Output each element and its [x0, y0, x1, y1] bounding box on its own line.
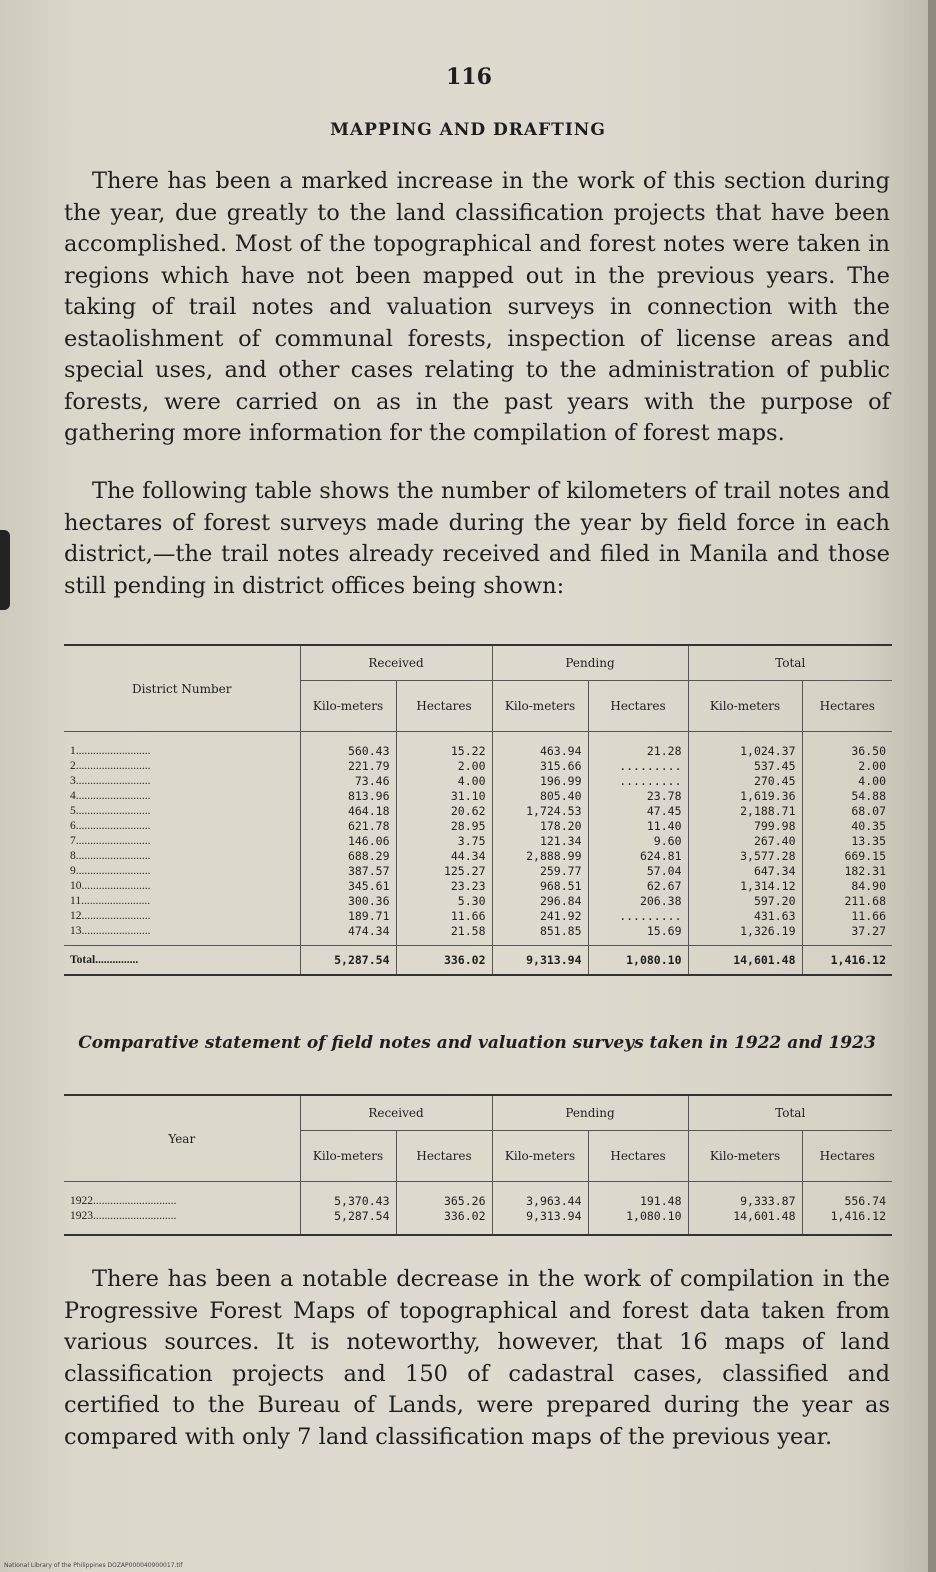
received-km-cell: 189.71	[300, 909, 396, 924]
total-ha-cell: 36.50	[802, 732, 892, 760]
comparative-table	[64, 1094, 892, 1236]
received-km-cell: 464.18	[300, 804, 396, 819]
total-ha-cell: 211.68	[802, 894, 892, 909]
total-km-cell: 1,314.12	[688, 879, 802, 894]
pending-km-cell: 851.85	[492, 924, 588, 946]
pending-ha-cell: 62.67	[588, 879, 688, 894]
received-km-cell: 387.57	[300, 864, 396, 879]
received-km-header: Kilo-meters	[300, 1131, 396, 1182]
received-km-cell: 813.96	[300, 789, 396, 804]
total-km-cell: 270.45	[688, 774, 802, 789]
pending-ha-cell: 47.45	[588, 804, 688, 819]
pending-ha-cell: .........	[588, 909, 688, 924]
pending-group-header: Pending	[492, 1095, 688, 1131]
received-km-cell: 221.79	[300, 759, 396, 774]
pending-km-cell: 2,888.99	[492, 849, 588, 864]
received-km-cell: 73.46	[300, 774, 396, 789]
pending-ha-cell: 191.48	[588, 1182, 688, 1210]
district-label: 8..........................	[70, 850, 151, 862]
total-pending-km: 9,313.94	[492, 946, 588, 976]
received-ha-cell: 125.27	[396, 864, 492, 879]
total-received-ha: 336.02	[396, 946, 492, 976]
received-ha-cell: 31.10	[396, 789, 492, 804]
total-ha-cell: 556.74	[802, 1182, 892, 1210]
received-group-header: Received	[300, 645, 492, 681]
total-ha-cell: 11.66	[802, 909, 892, 924]
table-row	[64, 804, 892, 819]
district-label: 9..........................	[70, 865, 151, 877]
total-km-cell: 14,601.48	[688, 1209, 802, 1235]
total-km-cell: 537.45	[688, 759, 802, 774]
pending-km-cell: 196.99	[492, 774, 588, 789]
pending-km-cell: 259.77	[492, 864, 588, 879]
total-ha-header: Hectares	[802, 1131, 892, 1182]
table-row	[64, 732, 892, 760]
pending-km-cell: 121.34	[492, 834, 588, 849]
pending-km-cell: 241.92	[492, 909, 588, 924]
total-ha-cell: 84.90	[802, 879, 892, 894]
received-ha-cell: 336.02	[396, 1209, 492, 1235]
received-km-cell: 621.78	[300, 819, 396, 834]
pending-km-cell: 968.51	[492, 879, 588, 894]
total-km-cell: 1,024.37	[688, 732, 802, 760]
total-ha-cell: 54.88	[802, 789, 892, 804]
district-label: 3..........................	[70, 775, 151, 787]
total-km-cell: 267.40	[688, 834, 802, 849]
table-row	[64, 864, 892, 879]
district-label: 5..........................	[70, 805, 151, 817]
received-ha-cell: 21.58	[396, 924, 492, 946]
total-total-ha: 1,416.12	[802, 946, 892, 976]
pending-km-header: Kilo-meters	[492, 1131, 588, 1182]
total-ha-cell: 182.31	[802, 864, 892, 879]
pending-ha-cell: 206.38	[588, 894, 688, 909]
district-label: 10........................	[70, 880, 151, 892]
table-row	[64, 1182, 892, 1210]
paragraph-table-intro: The following table shows the number of kilometers of trail notes and hectares of forest surveys made during the year by field force in each district,—the trail notes already received and filed in Manila and those still pending in district offices being shown:	[64, 478, 890, 599]
received-ha-cell: 365.26	[396, 1182, 492, 1210]
total-km-cell: 597.20	[688, 894, 802, 909]
paragraph-intro: There has been a marked increase in the work of this section during the year, due greatly to the land classification projects that have been accomplished. Most of the topographical and forest notes were taken in regions which have not been mapped out in the previous years. The taking of trail notes and valuation surveys in connection with the estaolishment of communal forests, inspection of license areas and special uses, and other cases relating to the administration of public forests, were carried on as in the past years with the purpose of gathering more information for the compilation of forest maps.	[64, 168, 890, 446]
pending-ha-cell: 21.28	[588, 732, 688, 760]
pending-ha-cell: 1,080.10	[588, 1209, 688, 1235]
table-row	[64, 849, 892, 864]
total-km-header: Kilo-meters	[688, 681, 802, 732]
total-ha-cell: 669.15	[802, 849, 892, 864]
pending-km-cell: 805.40	[492, 789, 588, 804]
comparative-caption: Comparative statement of field notes and valuation surveys taken in 1922 and 1923	[78, 1033, 876, 1053]
received-ha-cell: 5.30	[396, 894, 492, 909]
pending-km-header: Kilo-meters	[492, 681, 588, 732]
pending-km-cell: 9,313.94	[492, 1209, 588, 1235]
received-group-header: Received	[300, 1095, 492, 1131]
total-row-label: Total...............	[64, 946, 300, 976]
total-km-cell: 1,619.36	[688, 789, 802, 804]
received-ha-cell: 20.62	[396, 804, 492, 819]
received-ha-cell: 23.23	[396, 879, 492, 894]
pending-ha-cell: .........	[588, 759, 688, 774]
total-ha-cell: 1,416.12	[802, 1209, 892, 1235]
pending-km-cell: 296.84	[492, 894, 588, 909]
page-number: 116	[446, 64, 492, 90]
paragraph-compilation: There has been a notable decrease in the work of compilation in the Progressive Forest Maps of topographical and forest data taken from various sources. It is noteworthy, however, that 16 maps of land classification projects and 150 of cadastral cases, classified and certified to the Bureau of Lands, were prepared during the year as compared with only 7 land classification maps of the previous year.	[64, 1266, 890, 1450]
pending-group-header: Pending	[492, 645, 688, 681]
total-km-cell: 799.98	[688, 819, 802, 834]
district-label: 12........................	[70, 910, 151, 922]
district-label: 4..........................	[70, 790, 151, 802]
received-km-cell: 474.34	[300, 924, 396, 946]
district-label: 13........................	[70, 925, 151, 937]
district-number-header: District Number	[64, 645, 300, 732]
table-row	[64, 879, 892, 894]
year-label: 1922.............................	[70, 1195, 177, 1207]
district-label: 7..........................	[70, 835, 151, 847]
total-km-header: Kilo-meters	[688, 1131, 802, 1182]
received-ha-header: Hectares	[396, 1131, 492, 1182]
total-km-cell: 9,333.87	[688, 1182, 802, 1210]
total-pending-ha: 1,080.10	[588, 946, 688, 976]
total-total-km: 14,601.48	[688, 946, 802, 976]
received-ha-header: Hectares	[396, 681, 492, 732]
district-label: 6..........................	[70, 820, 151, 832]
pending-ha-header: Hectares	[588, 1131, 688, 1182]
page-edge-shadow	[928, 0, 936, 1572]
table-row	[64, 819, 892, 834]
pending-ha-cell: 9.60	[588, 834, 688, 849]
pending-ha-cell: 23.78	[588, 789, 688, 804]
received-ha-cell: 4.00	[396, 774, 492, 789]
total-group-header: Total	[688, 1095, 892, 1131]
received-ha-cell: 28.95	[396, 819, 492, 834]
received-km-cell: 146.06	[300, 834, 396, 849]
table-row	[64, 1209, 892, 1235]
pending-ha-cell: 57.04	[588, 864, 688, 879]
received-km-cell: 300.36	[300, 894, 396, 909]
total-km-cell: 431.63	[688, 909, 802, 924]
pending-ha-header: Hectares	[588, 681, 688, 732]
received-km-cell: 688.29	[300, 849, 396, 864]
pending-km-cell: 1,724.53	[492, 804, 588, 819]
total-ha-header: Hectares	[802, 681, 892, 732]
total-ha-cell: 37.27	[802, 924, 892, 946]
received-ha-cell: 11.66	[396, 909, 492, 924]
binding-mark	[0, 530, 10, 610]
pending-ha-cell: 624.81	[588, 849, 688, 864]
district-label: 11........................	[70, 895, 151, 907]
pending-km-cell: 3,963.44	[492, 1182, 588, 1210]
total-received-km: 5,287.54	[300, 946, 396, 976]
total-km-cell: 1,326.19	[688, 924, 802, 946]
total-ha-cell: 68.07	[802, 804, 892, 819]
year-label: 1923.............................	[64, 1209, 300, 1235]
table-row	[64, 774, 892, 789]
total-ha-cell: 40.35	[802, 819, 892, 834]
district-label: 2..........................	[70, 760, 151, 772]
table-row	[64, 909, 892, 924]
year-header: Year	[64, 1095, 300, 1182]
total-km-cell: 647.34	[688, 864, 802, 879]
district-survey-table	[64, 644, 892, 976]
table-total-row	[64, 946, 892, 976]
pending-km-cell: 178.20	[492, 819, 588, 834]
total-km-cell: 2,188.71	[688, 804, 802, 819]
archive-footer-note: National Library of the Philippines DOZAP000040900017.tif	[4, 1562, 183, 1569]
district-label: 1..........................	[70, 745, 151, 757]
pending-km-cell: 463.94	[492, 732, 588, 760]
received-km-cell: 5,287.54	[300, 1209, 396, 1235]
received-ha-cell: 2.00	[396, 759, 492, 774]
received-km-cell: 345.61	[300, 879, 396, 894]
total-ha-cell: 4.00	[802, 774, 892, 789]
pending-km-cell: 315.66	[492, 759, 588, 774]
table-row	[64, 894, 892, 909]
received-ha-cell: 3.75	[396, 834, 492, 849]
section-title: MAPPING AND DRAFTING	[330, 120, 606, 140]
table-row	[64, 834, 892, 849]
total-km-cell: 3,577.28	[688, 849, 802, 864]
table-row	[64, 789, 892, 804]
received-ha-cell: 44.34	[396, 849, 492, 864]
pending-ha-cell: 11.40	[588, 819, 688, 834]
total-group-header: Total	[688, 645, 892, 681]
received-km-cell: 5,370.43	[300, 1182, 396, 1210]
table-row	[64, 759, 892, 774]
received-km-cell: 560.43	[300, 732, 396, 760]
total-ha-cell: 13.35	[802, 834, 892, 849]
received-ha-cell: 15.22	[396, 732, 492, 760]
table-row	[64, 924, 892, 946]
total-ha-cell: 2.00	[802, 759, 892, 774]
received-km-header: Kilo-meters	[300, 681, 396, 732]
district-rows	[64, 732, 892, 946]
pending-ha-cell: .........	[588, 774, 688, 789]
pending-ha-cell: 15.69	[588, 924, 688, 946]
